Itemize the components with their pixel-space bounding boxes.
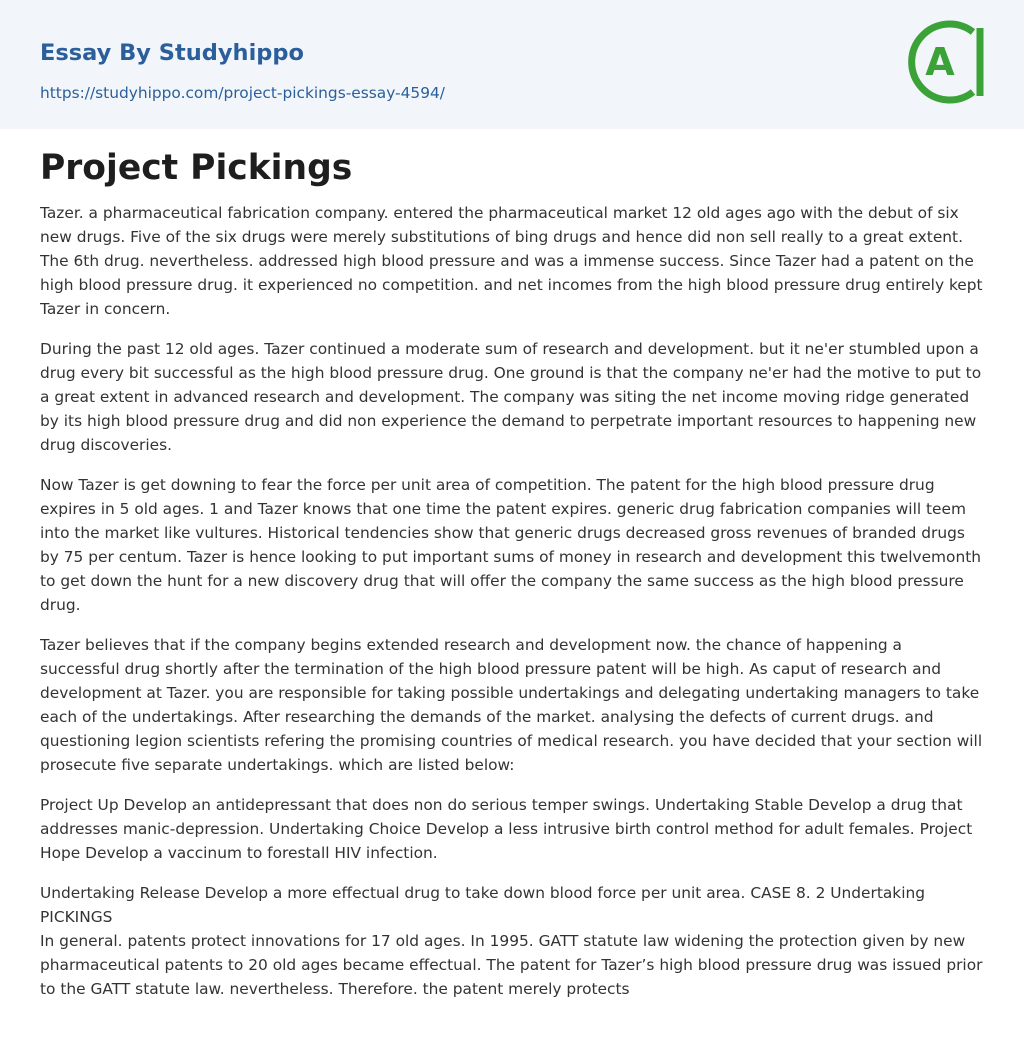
studyhippo-logo-icon[interactable]	[903, 18, 987, 106]
article-paragraph: Project Up Develop an antidepressant that does non do serious temper swings. Undertaking Stable Develop a drug that addresses manic-depression. Undertaking Choice Develop a less intrusive birth control method for adult females. Project Hope Develop a vaccinum to forestall HIV infection.	[40, 796, 973, 862]
article-body	[40, 201, 984, 1017]
article-paragraph: Now Tazer is get downing to fear the force per unit area of competition. The patent for the high blood pressure drug expires in 5 old ages. 1 and Tazer knows that one time the patent expires. generic drug fabrication companies will teem into the market like vultures. Historical tendencies show that generic drugs decreased gross revenues of branded drugs by 75 per centum. Tazer is hence looking to put important sums of money in research and development this twelvemonth to get down the hunt for a new discovery drug that will offer the company the same success as the high blood pressure drug.	[40, 476, 981, 614]
article-paragraph: During the past 12 old ages. Tazer continued a moderate sum of research and development. but it ne'er stumbled upon a drug every bit successful as the high blood pressure drug. One ground is that the company ne'er had the motive to put to a great extent in advanced research and development. The company was siting the net income moving ridge generated by its high blood pressure drug and did non experience the demand to perpetrate important resources to happening new drug discoveries.	[40, 340, 982, 454]
site-brand[interactable]: Essay By Studyhippo	[40, 40, 304, 66]
article-paragraph: Tazer believes that if the company begins extended research and development now. the chance of happening a successful drug shortly after the termination of the high blood pressure patent will be high. As caput of research and development at Tazer. you are responsible for taking possible undertakings and delegating undertaking managers to take each of the undertakings. After researching the demands of the market. analysing the defects of current drugs. and questioning legion scientists refering the promising countries of medical research. you have decided that your section will prosecute five separate undertakings. which are listed below:	[40, 636, 983, 774]
article-title: Project Pickings	[40, 148, 353, 188]
logo-letter: A	[925, 40, 955, 84]
article-paragraph: Undertaking Release Develop a more effectual drug to take down blood force per unit area. CASE 8. 2 Undertaking PICKINGS	[40, 884, 926, 926]
article-paragraph: Tazer. a pharmaceutical fabrication company. entered the pharmaceutical market 12 old ages ago with the debut of six new drugs. Five of the six drugs were merely substitutions of bing drugs and hence did non sell really to a great extent. The 6th drug. nevertheless. addressed high blood pressure and was a immense success. Since Tazer had a patent on the high blood pressure drug. it experienced no competition. and net incomes from the high blood pressure drug entirely kept Tazer in concern.	[40, 204, 983, 318]
article-paragraph: In general. patents protect innovations for 17 old ages. In 1995. GATT statute law widening the protection given by new pharmaceutical patents to 20 old ages became effectual. The patent for Tazer’s high blood pressure drug was issued prior to the GATT statute law. nevertheless. Therefore. the patent merely protects	[40, 932, 983, 998]
article-url-link[interactable]: https://studyhippo.com/project-pickings-essay-4594/	[40, 84, 445, 102]
